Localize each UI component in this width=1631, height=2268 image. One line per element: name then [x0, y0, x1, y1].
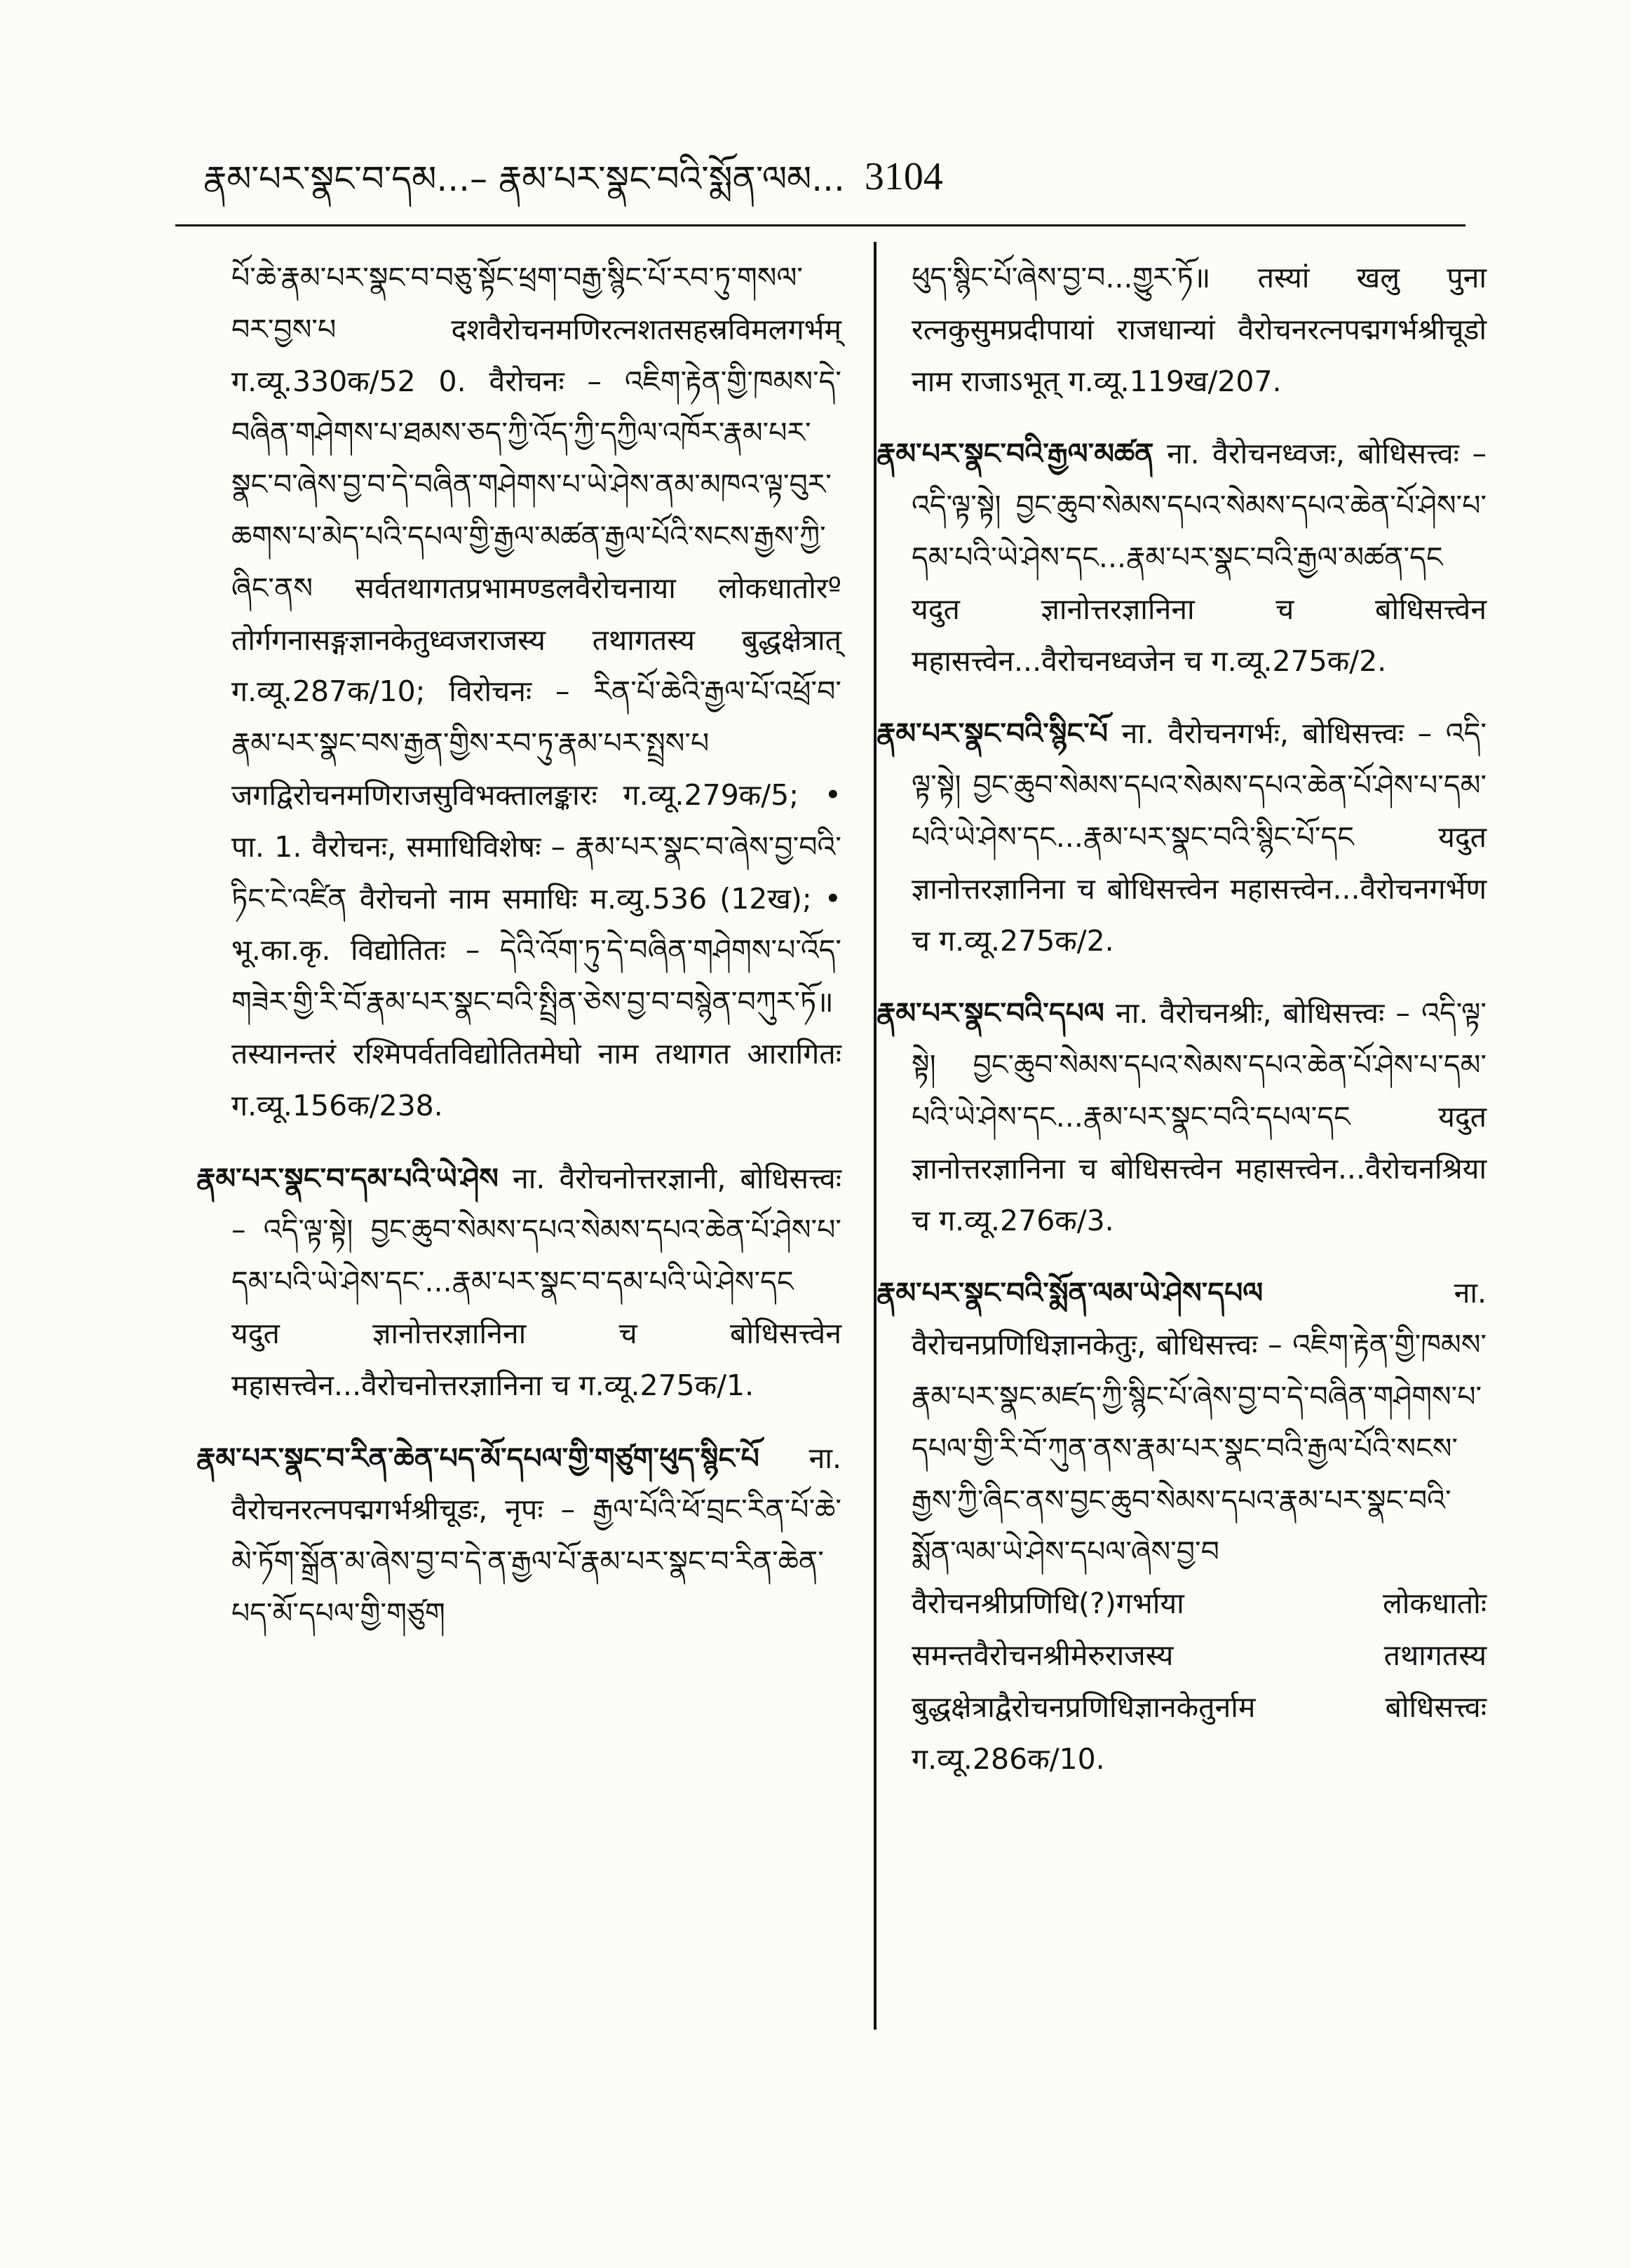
- dictionary-entry: [196, 1433, 841, 1640]
- entry-text: ना. वैरोचनरत्नपद्मगर्भश्रीचूडः, नृपः – རྒྱལ་པོའི་ཕོ་བྲང་རིན་པོ་ཆེ་མེ་ཏོག་སྒྲོན་མ་ཞེས་བྱ་བ་དེ་ན་རྒྱལ་པོ་རྣམ་པར་སྣང་བ་རིན་ཆེན་པད་མོ་དཔལ་གྱི་གཙུག: [231, 1441, 841, 1630]
- entry-headword: རྣམ་པར་སྣང་བའི་རྒྱལ་མཚན: [877, 437, 1154, 471]
- left-column: [196, 252, 841, 1661]
- dictionary-entry: [877, 708, 1487, 967]
- column-divider: [874, 242, 877, 2030]
- entry-headword: རྣམ་པར་སྣང་བའི་སྨོན་ལམ་ཡེ་ཤེས་དཔལ: [877, 1276, 1264, 1310]
- entry-headword: རྣམ་པར་སྣང་བའི་དཔལ: [877, 996, 1104, 1031]
- header-rule: [175, 224, 1466, 226]
- entry-text: ना. वैरोचनगर्भः, बोधिसत्त्वः – འདི་ལྟ་སྟེ། བྱང་ཆུབ་སེམས་དཔའ་སེམས་དཔའ་ཆེན་པོ་ཤེས་པ་དམ་པའི་ཡེ་ཤེས་དང...རྣམ་པར་སྣང་བའི་སྙིང་པོ་དང यदुत ज्ञानोत्तरज्ञानिना च बोधिसत्त्वेन महासत्त्वेन...वैरोचनगर्भेण च ग.व्यू.275क/2.: [912, 717, 1487, 958]
- entry-text: ना. वैरोचनप्रणिधिज्ञानकेतुः, बोधिसत्त्वः – འཇིག་རྟེན་གྱི་ཁམས་རྣམ་པར་སྣང་མཛད་ཀྱི་སྙིང་པོ་ཞེས་བྱ་བ་དེ་བཞིན་གཤེགས་པ་དཔལ་གྱི་རི་བོ་ཀུན་ནས་རྣམ་པར་སྣང་བའི་རྒྱལ་པོའི་སངས་རྒྱས་ཀྱི་ཞིང་ནས་བྱང་ཆུབ་སེམས་དཔའ་རྣམ་པར་སྣང་བའི་སྨོན་ལམ་ཡེ་ཤེས་དཔལ་ཞེས་བྱ་བ वैरोचनश्रीप्रणिधि(?)गर्भाया लोकधातोः समन्तवैरोचनश्रीमेरुराजस्य तथागतस्य बुद्धक्षेत्राद्वैरोचनप्रणिधिज्ञानकेतुर्नाम बोधिसत्त्वः ग.व्यू.286क/10.: [912, 1276, 1487, 1776]
- dictionary-entry: [231, 252, 841, 1132]
- dictionary-entry: [877, 988, 1487, 1247]
- page-number: 3104: [864, 155, 943, 198]
- entry-headword: རྣམ་པར་སྣང་བ་རིན་ཆེན་པད་མོ་དཔལ་གྱི་གཙུག་ཕུད་སྙིང་པོ: [196, 1441, 759, 1475]
- dictionary-entry: [877, 428, 1487, 687]
- dictionary-entry: [196, 1153, 841, 1412]
- entry-text: ना. वैरोचनश्रीः, बोधिसत्त्वः – འདི་ལྟ་སྟེ། བྱང་ཆུབ་སེམས་དཔའ་སེམས་དཔའ་ཆེན་པོ་ཤེས་པ་དམ་པའི་ཡེ་ཤེས་དང...རྣམ་པར་སྣང་བའི་དཔལ་དང यदुत ज्ञानोत्तरज्ञानिना च बोधिसत्त्वेन महासत्त्वेन...वैरोचनश्रिया च ग.व्यू.276क/3.: [912, 996, 1487, 1237]
- page-header: [203, 140, 1466, 199]
- entry-text: པོ་ཆེ་རྣམ་པར་སྣང་བ་བཅུ་སྟོང་ཕྲག་བརྒྱ་སྙིང་པོ་རབ་ཏུ་གསལ་བར་བྱས་པ दशवैरोचनमणिरत्नशतसहस्रविमलगर्भम् ग.व्यू.330क/52 0. वैरोचनः – འཇིག་རྟེན་གྱི་ཁམས་དེ་བཞིན་གཤེགས་པ་ཐམས་ཅད་ཀྱི་འོད་ཀྱི་དཀྱིལ་འཁོར་རྣམ་པར་སྣང་བ་ཞེས་བྱ་བ་དེ་བཞིན་གཤེགས་པ་ཡེ་ཤེས་ནམ་མཁའ་ལྟ་བུར་ཆགས་པ་མེད་པའི་དཔལ་གྱི་རྒྱལ་མཚན་རྒྱལ་པོའི་སངས་རྒྱས་ཀྱི་ཞིང་ནས सर्वतथागतप्रभामण्डलवैरोचनाया लोकधातोरº तोर्गगनासङ्गज्ञानकेतुध्वजराजस्य तथागतस्य बुद्धक्षेत्रात् ग.व्यू.287क/10; विरोचनः – རིན་པོ་ཆེའི་རྒྱལ་པོ་འཕྲོ་བ་རྣམ་པར་སྣང་བས་རྒྱན་གྱིས་རབ་ཏུ་རྣམ་པར་སྤྲས་པ जगद्विरोचनमणिराजसुविभक्तालङ्कारः ग.व्यू.279क/5; • पा. 1. वैरोचनः, समाधिविशेषः – རྣམ་པར་སྣང་བ་ཞེས་བྱ་བའི་ཏིང་ངེ་འཛིན वैरोचनो नाम समाधिः म.व्यु.536 (12ख); • भू.का.कृ. विद्योतितः – དེའི་འོག་ཏུ་དེ་བཞིན་གཤེགས་པ་འོད་གཟེར་གྱི་རི་བོ་རྣམ་པར་སྣང་བའི་སྤྲིན་ཅེས་བྱ་བ་བསྙེན་བཀུར་ཏོ॥ तस्यानन्तरं रश्मिपर्वतविद्योतितमेघो नाम तथागत आरागितः ग.व्यू.156क/238.: [231, 261, 841, 1122]
- dictionary-entry: [912, 252, 1487, 407]
- right-column: [877, 252, 1487, 1806]
- dictionary-entry: [877, 1268, 1487, 1785]
- entry-text: ना. वैरोचनध्वजः, बोधिसत्त्वः – འདི་ལྟ་སྟེ། བྱང་ཆུབ་སེམས་དཔའ་སེམས་དཔའ་ཆེན་པོ་ཤེས་པ་དམ་པའི་ཡེ་ཤེས་དང...རྣམ་པར་སྣང་བའི་རྒྱལ་མཚན་དང यदुत ज्ञानोत्तरज्ञानिना च बोधिसत्त्वेन महासत्त्वेन...वैरोचनध्वजेन च ग.व्यू.275क/2.: [912, 437, 1487, 678]
- entry-headword: རྣམ་པར་སྣང་བ་དམ་པའི་ཡེ་ཤེས: [196, 1161, 499, 1195]
- entry-text: ཕུད་སྙིང་པོ་ཞེས་བྱ་བ...གྱུར་ཏོ॥ तस्यां खलु पुना रत्नकुसुमप्रदीपायां राजधान्यां वैरोचनरत्नपद्मगर्भश्रीचूडो नाम राजाऽभूत् ग.व्यू.119ख/207.: [912, 261, 1487, 398]
- entry-headword: རྣམ་པར་སྣང་བའི་སྙིང་པོ: [877, 717, 1109, 751]
- running-head: རྣམ་པར་སྣང་བ་དམ...– རྣམ་པར་སྣང་བའི་སྨོན་ལམ...: [203, 158, 845, 199]
- entry-text: ना. वैरोचनोत्तरज्ञानी, बोधिसत्त्वः – འདི་ལྟ་སྟེ། བྱང་ཆུབ་སེམས་དཔའ་སེམས་དཔའ་ཆེན་པོ་ཤེས་པ་དམ་པའི་ཡེ་ཤེས་དང་...རྣམ་པར་སྣང་བ་དམ་པའི་ཡེ་ཤེས་དང यदुत ज्ञानोत्तरज्ञानिना च बोधिसत्त्वेन महासत्त्वेन...वैरोचनोत्तरज्ञानिना च ग.व्यू.275क/1.: [231, 1161, 841, 1402]
